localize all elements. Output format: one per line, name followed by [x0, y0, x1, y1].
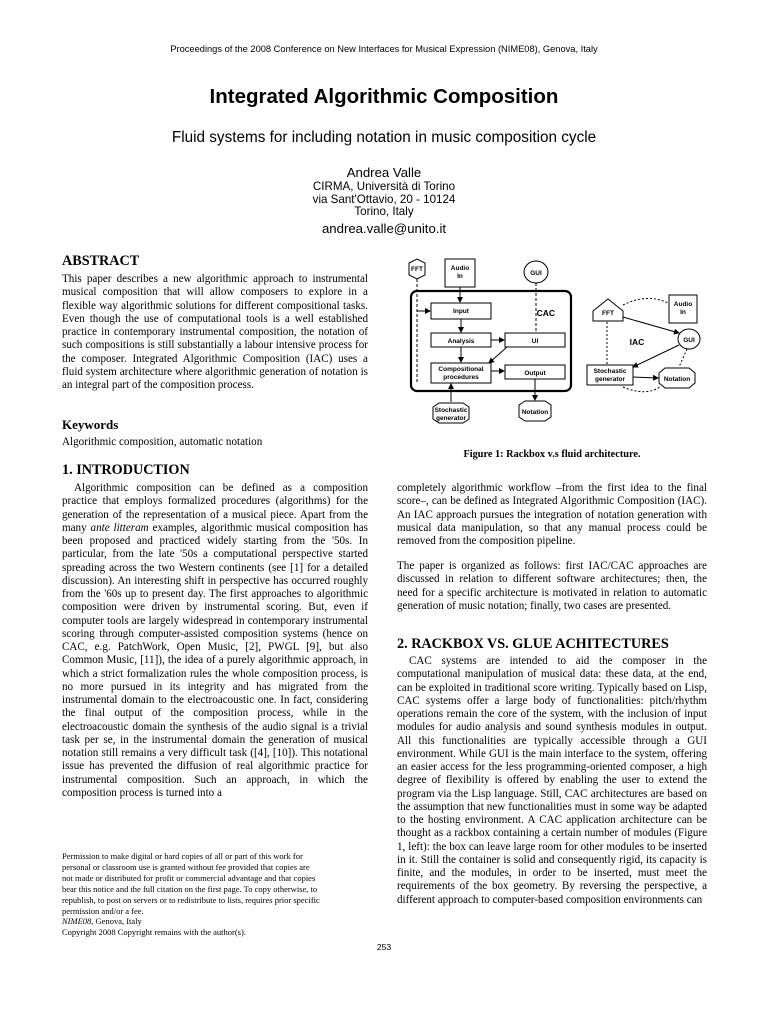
keywords-heading: Keywords [62, 417, 119, 432]
fft-label: FFT [602, 310, 614, 317]
permission-line: not made or distributed for profit or commercial advantage and that copies [62, 872, 316, 883]
author-affiliation-line: Torino, Italy [354, 205, 414, 218]
gui-label: GUI [683, 337, 695, 344]
keywords-text: Algorithmic composition, automatic notation [62, 436, 263, 448]
rackbox-diagram [409, 259, 571, 423]
audio-in-label: In [680, 309, 686, 316]
cac-label: CAC [536, 308, 555, 318]
introduction-emphasis: ante litteram [90, 521, 149, 534]
permission-line: bear this notice and the full citation on the first page. To copy otherwise, to [62, 883, 318, 894]
column2-paragraph: completely algorithmic workflow –from the first idea to the final score–, can be defined as Integrated Algorithmic Composition (IAC). An IAC approach pursues the integration of notation generation with musical data manipulation, so that any manual process could be removed from the composition pipeline. [397, 482, 707, 547]
figure-caption: Figure 1: Rackbox v.s fluid architecture. [463, 449, 641, 460]
notation-label: Notation [521, 409, 549, 416]
iac-label: IAC [629, 337, 645, 347]
column2-paragraph: The paper is organized as follows: first IAC/CAC approaches are discussed in relation to different software architectures; then, the need for a specific architecture is motivated in relation to automatic generation of music notation; finally, two cases are presented. [397, 560, 707, 612]
fluid-diagram [587, 295, 700, 392]
abstract-heading: ABSTRACT [62, 253, 140, 269]
permission-line: personal or classroom use is granted without fee provided that copies are [62, 861, 310, 872]
venue-name: NIME08, [62, 916, 94, 927]
permission-line: Permission to make digital or hard copies of all or part of this work for [62, 851, 303, 861]
introduction-text-part: examples, algorithmic musical composition has been proposed and practiced widely starting from the '50s. In particular, from the late '50s a computational perspective started spreading across the two Western continents (see [1] for a detailed discussion). An interesting shift in perspective has occurred roughly from the '60s up to present day. The first approaches to algorithmic composition were driven by instrumental scoring. But, even if computer tools are largely widespread in contemporary instrumental scoring through computer-assisted composition systems (hence on CAC, e.g. PatchWork, Open Music, [2], PWGL [9], but also Common Music, [11]), the idea of a purely algorithmic approach, in which a strict formalization rules the whole composition process, is no more pursued in its integrity and has migrated from the instrumental domain to the electroacoustic one. In fact, considering the final output of the composition process, while in the electroacoustic domain the synthesis of the audio signal is a trivial task per se, in the instrumental domain the generation of musical notation still remains a very difficult task ([4], [10]). This notational issue has prevented the diffusion of real algorithmic practice for instrumental composition. Such an approach, in which the composition process is turned into a [62, 521, 368, 799]
permission-notice [62, 851, 372, 938]
rackbox-connectors [417, 279, 536, 402]
ui-label: UI [531, 338, 539, 345]
analysis-label: Analysis [447, 338, 475, 345]
proceedings-header: Proceedings of the 2008 Conference on New Interfaces for Musical Expression (NIME08), Genova, Italy [170, 44, 598, 54]
permission-line: permission and/or a fee. [62, 905, 144, 916]
author-email: andrea.valle@unito.it [321, 221, 447, 236]
gui-label: GUI [530, 270, 542, 277]
figure-rackbox-vs-fluid [397, 255, 707, 440]
audio-in-label: In [457, 273, 463, 280]
introduction-heading: 1. INTRODUCTION [62, 462, 190, 478]
paper-title: Integrated Algorithmic Composition [209, 85, 559, 108]
section2-text: CAC systems are intended to aid the composer in the computational manipulation of musical data: these data, at the end, can be exploited in traditional score writing. Typically based on Lisp, CAC systems offer a large body of functionalities: pitch/rhythm operations remain the core of the system, with the inclusion of input modules for audio analysis and sound synthesis modules in output. All this functionalities are typically accessible through a GUI environment. While GUI is the main interface to the system, offering an easier access for the less programming-oriented composer, a high degree of flexibility is offered by enabling the user to extend the program via the Lisp language. Still, CAC architectures are based on the assumption that new functionalities must in some way be adapted to the hosting environment. A CAC application architecture can be thought as a rackbox containing a certain number of modules (Figure 1, left): the box can leave large room for other modules to be inserted in it. Still the container is solid and consequently rigid, its capacity is finite, and the modules, in order to be inserted, must meet the requirements of the box geometry. By reversing the perspective, a different approach to computer-based composition environments can [397, 655, 707, 906]
stochastic-generator-label: generator [595, 376, 625, 383]
section2-heading: 2. RACKBOX VS. GLUE ACHITECTURES [397, 636, 669, 652]
compositional-procedures-label: procedures [443, 374, 479, 381]
paper-subtitle: Fluid systems for including notation in music composition cycle [171, 129, 597, 146]
copyright-line: Copyright 2008 Copyright remains with the author(s). [62, 927, 246, 938]
introduction-text-part: Algorithmic composition can be defined as a composition practice that employs formalized procedures (algorithms) for the generation of the representation of a musical piece. Apart from the many [62, 482, 368, 534]
stochastic-generator-label: generator [436, 415, 466, 422]
compositional-procedures-label: Compositional [438, 366, 484, 373]
audio-in-label: Audio [673, 301, 693, 308]
abstract-text: This paper describes a new algorithmic approach to instrumental musical composition that will allow composers to explore in a flexible way algorithmic solutions for different compositional tasks. Even though the use of computational tools is a well established practice in contemporary instrumental composition, the notation of such compositions is still substantially a labour intensive process for the composer. Integrated Algorithmic Composition (IAC) uses a fluid system architecture where algorithmic generation of notation is an integral part of the composition process. [62, 273, 368, 391]
permission-venue [62, 916, 372, 927]
stochastic-generator-label: Stochastic [434, 407, 468, 414]
author-affiliation-line: via Sant'Ottavio, 20 - 10124 [312, 192, 456, 206]
stochastic-generator-label: Stochastic [593, 368, 627, 375]
author-name: Andrea Valle [346, 165, 422, 180]
venue-location: Genova, Italy [93, 916, 142, 927]
author-affiliation-line: CIRMA, Università di Torino [312, 180, 456, 193]
input-label: Input [453, 308, 469, 315]
output-label: Output [524, 370, 546, 377]
page-number: 253 [376, 942, 392, 952]
notation-label: Notation [663, 376, 691, 383]
audio-in-label: Audio [450, 265, 470, 272]
permission-line: republish, to post on servers or to redistribute to lists, requires prior specific [62, 894, 320, 905]
fft-label: FFT [411, 266, 423, 273]
introduction-text [62, 482, 368, 800]
